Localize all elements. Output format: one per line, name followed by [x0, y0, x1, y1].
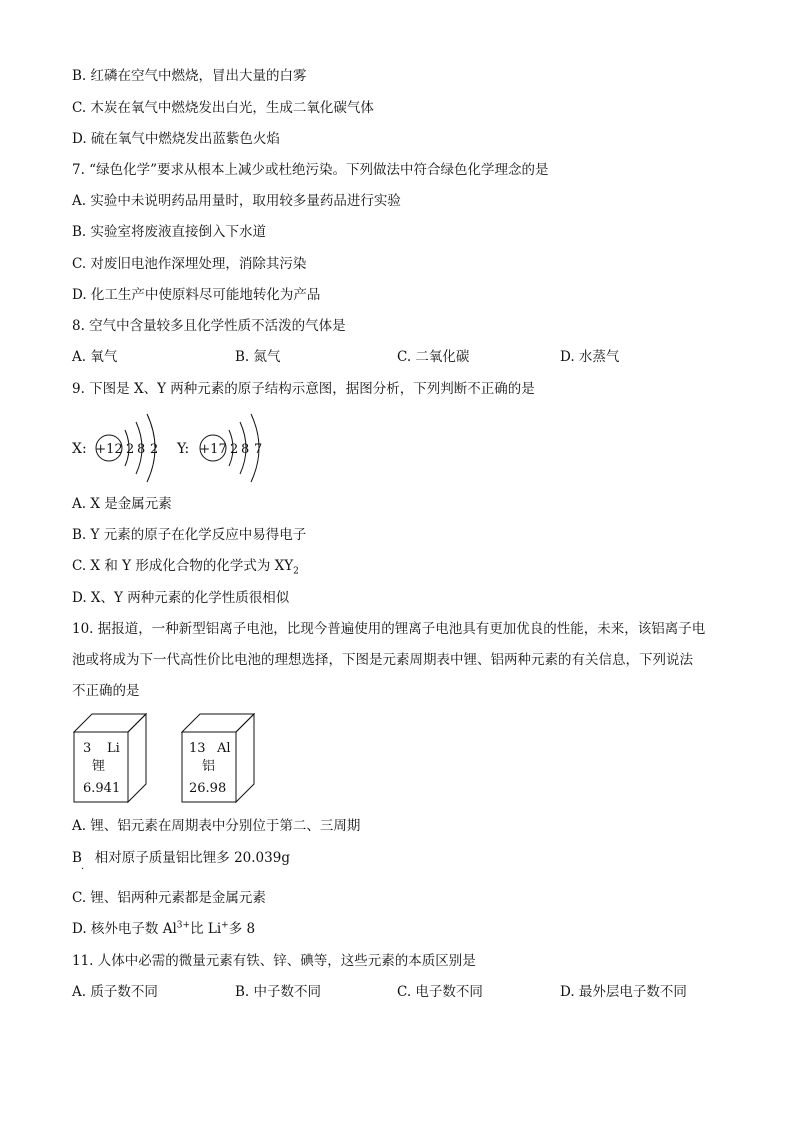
- atom-structure-diagram: [70, 408, 290, 486]
- q10-option-d: [72, 920, 255, 938]
- q11-stem: 11. 人体中必需的微量元素有铁、锌、碘等，这些元素的本质区别是: [72, 953, 476, 969]
- li-atomic-mass: 6.941: [83, 781, 121, 796]
- atom-x-label: X:: [72, 441, 87, 457]
- q8-stem: 8. 空气中含量较多且化学性质不活泼的气体是: [72, 318, 346, 334]
- al-name: 铝: [202, 759, 216, 774]
- atom-x-diagram: [72, 414, 158, 482]
- al-symbol: Al: [217, 741, 231, 756]
- q9-option-c-subscript: 2: [293, 566, 299, 577]
- q11-option-c: C. 电子数不同: [397, 984, 483, 1000]
- li-name: 锂: [92, 759, 106, 774]
- q7-option-d: D. 化工生产中使原料尽可能地转化为产品: [72, 287, 321, 303]
- q10-option-b-letter: B: [72, 850, 82, 866]
- q9-option-d: D. X、Y 两种元素的化学性质很相似: [72, 590, 290, 606]
- q10-stem-line-1: 10. 据报道，一种新型铝离子电池，比现今普遍使用的锂离子电池具有更加优良的性能，未来，该铝离子电: [72, 621, 706, 637]
- q8-option-c: C. 二氧化碳: [397, 349, 470, 365]
- atom-y-diagram: [176, 414, 262, 482]
- q9-option-b: B. Y 元素的原子在化学反应中易得电子: [72, 527, 307, 543]
- atom-y-electrons-1: 2: [230, 442, 239, 457]
- q7-option-a: A. 实验中未说明药品用量时，取用较多量药品进行实验: [72, 193, 401, 209]
- q8-option-d: D. 水蒸气: [560, 349, 620, 365]
- atom-x-electrons-1: 2: [126, 442, 135, 457]
- atom-x-electrons-2: 8: [137, 442, 146, 457]
- element-cell-li: [74, 714, 146, 802]
- q11-option-b: B. 中子数不同: [235, 984, 322, 1000]
- atom-y-label: Y:: [177, 441, 190, 457]
- atom-y-nucleus-charge: +17: [199, 442, 227, 457]
- q10-stem-line-3: 不正确的是: [72, 683, 140, 699]
- q10-option-d-al-charge: 3+: [176, 920, 191, 931]
- q10-stem-line-2: 池或将成为下一代高性价比电池的理想选择，下图是元素周期表中锂、铝两种元素的有关信息，下列说法: [72, 652, 693, 668]
- q7-stem: 7. “绿色化学”要求从根本上减少或杜绝污染。下列做法中符合绿色化学理念的是: [72, 162, 549, 178]
- q10-option-a: A. 锂、铝元素在周期表中分别位于第二、三周期: [72, 818, 361, 834]
- q7-option-c: C. 对废旧电池作深埋处理，消除其污染: [72, 256, 307, 272]
- q8-option-b: B. 氮气: [235, 349, 281, 365]
- al-atomic-mass: 26.98: [189, 781, 227, 796]
- q8-option-a: A. 氧气: [72, 349, 118, 365]
- atom-x-electrons-3: 2: [150, 442, 159, 457]
- atom-x-nucleus-charge: +12: [95, 442, 123, 457]
- q10-option-d-text-3: 多 8: [228, 921, 256, 937]
- q10-option-d-li-charge: +: [221, 920, 229, 931]
- q11-option-a: A. 质子数不同: [72, 984, 158, 1000]
- q10-option-c: C. 锂、铝两种元素都是金属元素: [72, 890, 266, 906]
- q9-option-a: A. X 是金属元素: [72, 496, 172, 512]
- atom-y-electrons-2: 8: [241, 442, 250, 457]
- q10-option-b: [72, 849, 290, 867]
- q6-option-d: D. 硫在氧气中燃烧发出蓝紫色火焰: [72, 131, 280, 147]
- q10-option-d-text-2: 比 Li: [190, 921, 222, 937]
- q9-option-c: [72, 557, 299, 575]
- q9-option-c-text: C. X 和 Y 形成化合物的化学式为 XY: [72, 558, 294, 574]
- atom-y-electrons-3: 7: [254, 442, 263, 457]
- q9-stem: 9. 下图是 X、Y 两种元素的原子结构示意图，据图分析，下列判断不正确的是: [72, 381, 535, 397]
- q6-option-c: C. 木炭在氧气中燃烧发出白光，生成二氧化碳气体: [72, 100, 374, 116]
- li-atomic-number: 3: [83, 741, 92, 756]
- q10-option-b-dot: ·: [81, 864, 85, 875]
- li-symbol: Li: [107, 741, 120, 756]
- q11-option-d: D. 最外层电子数不同: [560, 984, 687, 1000]
- q7-option-b: B. 实验室将废液直接倒入下水道: [72, 224, 267, 240]
- al-atomic-number: 13: [189, 741, 206, 756]
- q10-option-d-text-1: D. 核外电子数 Al: [72, 921, 177, 937]
- q10-option-b-text: 相对原子质量铝比锂多 20.039g: [94, 850, 290, 866]
- element-cell-al: [182, 714, 254, 802]
- q6-option-b: B. 红磷在空气中燃烧，冒出大量的白雾: [72, 68, 307, 84]
- periodic-table-cells: [72, 712, 302, 804]
